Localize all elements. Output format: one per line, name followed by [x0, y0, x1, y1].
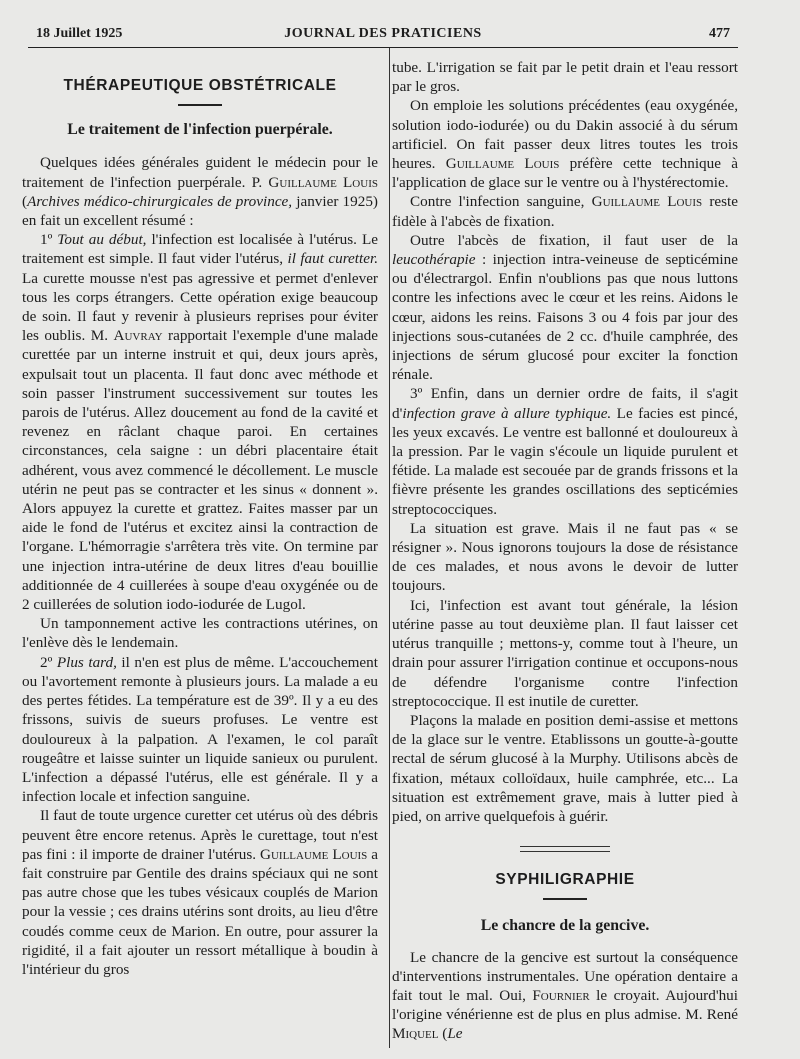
paragraph: 2º Plus tard, il n'en est plus de même. L'accouchement ou l'avortement remonte à plusieurs jours. La malade a eu des pertes fétides. La température est de 39º. Il y a eu des frissons, suivis de sueurs profuses. Le ventre est douloureux à la palpation. A l'examen, le col paraît rougeâtre et laisse suinter un liquide sanieux ou purulent. L'infection a dépassé l'utérus, elle est générale. Il y a infection locale et infection sanguine. — [22, 653, 378, 806]
paragraph: 1º Tout au début, l'infection est localisée à l'utérus. Le traitement est simple. Il faut vider l'utérus, il faut curetter. La curette mousse n'est pas agressive et permet d'enlever tous les corps étrangers. Cette opération exige beaucoup de soin. Il faut y revenir à plusieurs reprises pour éviter les oublis. M. Auvray rapportait l'exemple d'une malade curettée par un interne instruit et qui, deux jours après, expulsait tout un placenta. Il faut donc avec méthode et soin passer l'instrument successivement sur toutes les parois de l'utérus. Allez doucement au fond de la cavité et revenez en râclant chaque paroi. En certaines circonstances, cela saigne : un débri placentaire était adhérent, vous avez commencé le décollement. Le muscle utérin ne peut pas se contracter et les sinus « donnent ». Alors appuyez la curette et grattez. Faites masser par un aide le fond de l'utérus et excitez ainsi la contraction de l'organe. L'hémorragie s'arrêtera très vite. On termine par une injection intra-utérine de deux litres d'eau bouillie additionnée de 4 cuillerées à soupe d'eau oxygénée ou de 2 cuillerées de solution iodo-iodurée de Lugol. — [22, 231, 378, 614]
paragraph: Le chancre de la gencive est surtout la conséquence d'interventions instrumentales. Une opération dentaire a fait tout le mal. Oui, Fournier le croyait. Aujourd'hui l'origine vénérienne est de plus en plus admise. M. René Miquel (Le — [392, 948, 738, 1043]
section-divider — [520, 846, 610, 852]
author-name: Guillaume Louis — [260, 845, 368, 863]
paragraph: Quelques idées générales guident le médecin pour le traitement de l'infection puerpérale. P. Guillaume Louis (Archives médico-chirurgicales de province, janvier 1925) en fait un excellent résumé : — [22, 154, 378, 230]
running-header — [36, 26, 730, 46]
paragraph: 3º Enfin, dans un dernier ordre de faits, il s'agit d'infection grave à allure typhique. Le facies est pincé, les yeux excavés. Le ventre est ballonné et douloureux à la pression. Par le vagin s'écoule un liquide purulent et fétide. La malade est secouée par de grands frissons et la fièvre présente les grandes oscillations des septicémies streptococciques. — [392, 385, 738, 518]
header-page-number: 477 — [709, 26, 730, 41]
header-journal-title: JOURNAL DES PRATICIENS — [284, 26, 482, 41]
source-citation: Archives médico-chirurgicales de province, — [27, 192, 293, 210]
paragraph: On emploie les solutions précédentes (eau oxygénée, solution iodo-iodurée) ou du Dakin associé à du sérum artificiel. On fait passer deux litres toutes les trois heures. Guillaume Louis préfère cette technique à l'application de glace sur le ventre ou à l'hystérectomie. — [392, 97, 738, 192]
header-date: 18 Juillet 1925 — [36, 26, 123, 41]
column-divider — [389, 48, 390, 1048]
section-rule — [543, 898, 587, 900]
paragraph: Un tamponnement active les contractions utérines, on l'enlève dès le lendemain. — [22, 615, 378, 652]
left-column — [22, 58, 378, 979]
paragraph: La situation est grave. Mais il ne faut pas « se résigner ». Nous ignorons toujours la dose de résistance de ces malades, et nous avons le devoir de lutter toujours. — [392, 519, 738, 595]
author-name: Fournier — [532, 986, 590, 1004]
header-rule — [28, 47, 738, 48]
right-column — [392, 58, 738, 1044]
paragraph: Il faut de toute urgence curetter cet utérus où des débris peuvent être encore retenus. Après le curettage, tout n'est pas fini : il importe de drainer l'utérus. Guillaume Louis a fait construire par Gentile des drains spéciaux qui ne sont pas autre chose que les tubes vésicaux couplés de Marion pour la vessie ; ces drains utérins sont droits, au lieu d'être coudés comme ceux de Marion. En outre, pour assurer la rigidité, il a fait ajouter un ressort métallique à boudin à l'intérieur du gros — [22, 807, 378, 978]
source-citation: Le — [447, 1025, 463, 1043]
author-name: Guillaume Louis — [268, 173, 378, 191]
author-name: Guillaume Louis — [591, 193, 703, 211]
section-rule — [178, 104, 222, 106]
author-name: Miquel — [392, 1025, 439, 1043]
paragraph: tube. L'irrigation se fait par le petit drain et l'eau ressort par le gros. — [392, 59, 738, 96]
article-title-chancre: Le chancre de la gencive. — [480, 917, 650, 935]
author-name: Auvray — [113, 327, 163, 345]
author-name: Guillaume Louis — [445, 155, 560, 173]
paragraph: Outre l'abcès de fixation, il faut user de la leucothérapie : injection intra-veineuse de septicémine ou d'électrargol. Enfin n'oublions pas que nous luttons contre les infections avec le cœur et les reins. Aidons le cœur, aidons les reins. Faisons 3 ou 4 fois par jour des injections sous-cutanées de 2 cc. d'huile camphrée, des injections de sérum glucosé pour exciter la fonction rénale. — [392, 231, 738, 384]
section-title-therapeutique: THÉRAPEUTIQUE OBSTÉTRICALE — [63, 77, 337, 94]
paragraph: Ici, l'infection est avant tout générale, la lésion utérine passe au tout deuxième plan. Il faut laisser cet utérus tranquille ; mettons-y, comme tout à l'heure, un drain pour assurer l'irrigation continue et occupons-nous de défendre l'organisme contre l'infection streptococcique. Il est inutile de curetter. — [392, 596, 738, 710]
paragraph: Plaçons la malade en position demi-assise et mettons de la glace sur le ventre. Etablissons un goutte-à-goutte rectal de sérum glucosé à la Murphy. Utilisons abcès de fixation, métaux colloïdaux, huile camphrée, etc... La situation est extrêmement grave, mais à lutter pied à pied, on arrive quelquefois à guérir. — [392, 711, 738, 825]
section-title-syphiligraphie: SYPHILIGRAPHIE — [495, 871, 635, 889]
paragraph: Contre l'infection sanguine, Guillaume Louis reste fidèle à l'abcès de fixation. — [392, 193, 738, 230]
article-title-infection: Le traitement de l'infection puerpérale. — [67, 121, 333, 139]
